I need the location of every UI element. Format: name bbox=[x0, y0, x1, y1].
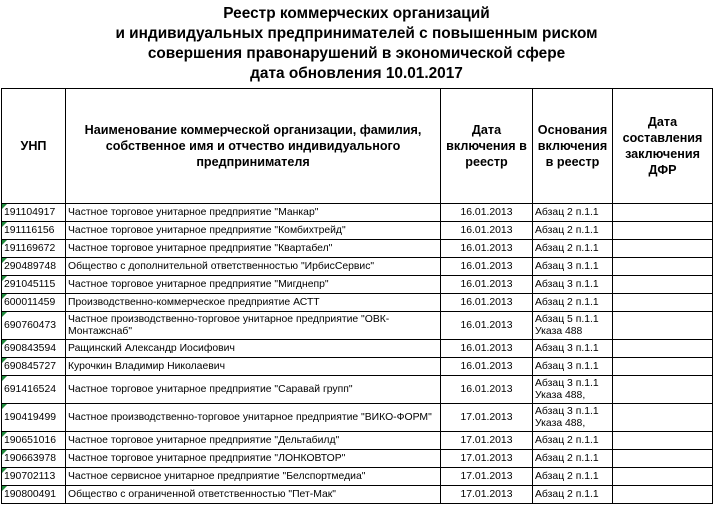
unp-cell: 191104917 bbox=[2, 204, 66, 222]
dfr-date-cell bbox=[613, 312, 713, 340]
table-header-row bbox=[2, 89, 713, 204]
table-row[interactable] bbox=[2, 258, 713, 276]
dfr-date-cell bbox=[613, 340, 713, 358]
date-included-cell: 16.01.2013 bbox=[441, 276, 533, 294]
basis-cell: Абзац 3 п.1.1 bbox=[533, 258, 613, 276]
column-header-date-included: Дата включения в реестр bbox=[441, 89, 533, 204]
date-included-cell: 17.01.2013 bbox=[441, 486, 533, 504]
date-included-cell: 16.01.2013 bbox=[441, 358, 533, 376]
unp-cell: 190419499 bbox=[2, 404, 66, 432]
page-title bbox=[0, 4, 713, 84]
unp-cell: 190702113 bbox=[2, 468, 66, 486]
unp-cell: 190800491 bbox=[2, 486, 66, 504]
date-included-cell: 16.01.2013 bbox=[441, 204, 533, 222]
name-cell: Производственно-коммерческое предприятие АСТТ bbox=[66, 294, 441, 312]
table-row[interactable] bbox=[2, 294, 713, 312]
date-included-cell: 16.01.2013 bbox=[441, 312, 533, 340]
date-included-cell: 16.01.2013 bbox=[441, 340, 533, 358]
table-row[interactable] bbox=[2, 468, 713, 486]
name-cell: Ращинский Александр Иосифович bbox=[66, 340, 441, 358]
unp-cell: 690845727 bbox=[2, 358, 66, 376]
unp-cell: 600011459 bbox=[2, 294, 66, 312]
table-row[interactable] bbox=[2, 358, 713, 376]
name-cell: Частное торговое унитарное предприятие "Манкар" bbox=[66, 204, 441, 222]
name-cell: Частное торговое унитарное предприятие "ЛОНКОВТОР" bbox=[66, 450, 441, 468]
table-row[interactable] bbox=[2, 376, 713, 404]
date-included-cell: 17.01.2013 bbox=[441, 468, 533, 486]
date-included-cell: 16.01.2013 bbox=[441, 376, 533, 404]
unp-cell: 690760473 bbox=[2, 312, 66, 340]
dfr-date-cell bbox=[613, 222, 713, 240]
unp-cell: 191169672 bbox=[2, 240, 66, 258]
name-cell: Частное торговое унитарное предприятие "Саравай групп" bbox=[66, 376, 441, 404]
basis-cell: Абзац 3 п.1.1 bbox=[533, 340, 613, 358]
basis-cell: Абзац 2 п.1.1 bbox=[533, 222, 613, 240]
basis-cell: Абзац 2 п.1.1 bbox=[533, 294, 613, 312]
unp-cell: 290489748 bbox=[2, 258, 66, 276]
table-row[interactable] bbox=[2, 404, 713, 432]
basis-cell: Абзац 3 п.1.1 Указа 488, bbox=[533, 376, 613, 404]
date-included-cell: 16.01.2013 bbox=[441, 294, 533, 312]
table-row[interactable] bbox=[2, 276, 713, 294]
dfr-date-cell bbox=[613, 404, 713, 432]
table-row[interactable] bbox=[2, 312, 713, 340]
basis-cell: Абзац 5 п.1.1 Указа 488 bbox=[533, 312, 613, 340]
name-cell: Частное торговое унитарное предприятие "Квартабел" bbox=[66, 240, 441, 258]
dfr-date-cell bbox=[613, 486, 713, 504]
name-cell: Общество с ограниченной ответственностью "Пет-Мак" bbox=[66, 486, 441, 504]
dfr-date-cell bbox=[613, 276, 713, 294]
name-cell: Частное торговое унитарное предприятие "Мигднепр" bbox=[66, 276, 441, 294]
table-row[interactable] bbox=[2, 240, 713, 258]
name-cell: Частное торговое унитарное предприятие "Дельтабилд" bbox=[66, 432, 441, 450]
name-cell: Частное сервисное унитарное предприятие "Белспортмедиа" bbox=[66, 468, 441, 486]
table-row[interactable] bbox=[2, 432, 713, 450]
title-line: совершения правонарушений в экономической сфере bbox=[147, 45, 566, 62]
basis-cell: Абзац 2 п.1.1 bbox=[533, 450, 613, 468]
dfr-date-cell bbox=[613, 358, 713, 376]
registry-table bbox=[1, 88, 713, 504]
table-row[interactable] bbox=[2, 340, 713, 358]
table-row[interactable] bbox=[2, 450, 713, 468]
date-included-cell: 16.01.2013 bbox=[441, 222, 533, 240]
dfr-date-cell bbox=[613, 240, 713, 258]
basis-cell: Абзац 3 п.1.1 Указа 488, bbox=[533, 404, 613, 432]
basis-cell: Абзац 2 п.1.1 bbox=[533, 204, 613, 222]
basis-cell: Абзац 3 п.1.1 bbox=[533, 358, 613, 376]
date-included-cell: 16.01.2013 bbox=[441, 240, 533, 258]
basis-cell: Абзац 2 п.1.1 bbox=[533, 432, 613, 450]
column-header-dfr-date: Дата составления заключения ДФР bbox=[613, 89, 713, 204]
dfr-date-cell bbox=[613, 258, 713, 276]
dfr-date-cell bbox=[613, 468, 713, 486]
dfr-date-cell bbox=[613, 450, 713, 468]
name-cell: Общество с дополнительной ответственностью "ИрбисСервис" bbox=[66, 258, 441, 276]
dfr-date-cell bbox=[613, 294, 713, 312]
name-cell: Частное производственно-торговое унитарное предприятие "ВИКО-ФОРМ" bbox=[66, 404, 441, 432]
table-row[interactable] bbox=[2, 486, 713, 504]
table-row[interactable] bbox=[2, 222, 713, 240]
unp-cell: 291045115 bbox=[2, 276, 66, 294]
name-cell: Частное производственно-торговое унитарное предприятие "ОВК-Монтажснаб" bbox=[66, 312, 441, 340]
title-line: и индивидуальных предпринимателей с повышенным риском bbox=[115, 25, 598, 42]
basis-cell: Абзац 2 п.1.1 bbox=[533, 486, 613, 504]
unp-cell: 190651016 bbox=[2, 432, 66, 450]
table-row[interactable] bbox=[2, 204, 713, 222]
column-header-unp: УНП bbox=[2, 89, 66, 204]
basis-cell: Абзац 2 п.1.1 bbox=[533, 240, 613, 258]
date-included-cell: 16.01.2013 bbox=[441, 258, 533, 276]
date-included-cell: 17.01.2013 bbox=[441, 404, 533, 432]
table-body bbox=[2, 204, 713, 504]
date-included-cell: 17.01.2013 bbox=[441, 432, 533, 450]
dfr-date-cell bbox=[613, 432, 713, 450]
dfr-date-cell bbox=[613, 204, 713, 222]
basis-cell: Абзац 3 п.1.1 bbox=[533, 276, 613, 294]
title-line: Реестр коммерческих организаций bbox=[223, 5, 490, 22]
unp-cell: 690843594 bbox=[2, 340, 66, 358]
dfr-date-cell bbox=[613, 376, 713, 404]
name-cell: Курочкин Владимир Николаевич bbox=[66, 358, 441, 376]
column-header-name: Наименование коммерческой организации, фамилия, собственное имя и отчество индивидуального предпринимателя bbox=[66, 89, 441, 204]
column-header-basis: Основания включения в реестр bbox=[533, 89, 613, 204]
name-cell: Частное торговое унитарное предприятие "Комбихтрейд" bbox=[66, 222, 441, 240]
unp-cell: 691416524 bbox=[2, 376, 66, 404]
unp-cell: 190663978 bbox=[2, 450, 66, 468]
date-included-cell: 17.01.2013 bbox=[441, 450, 533, 468]
unp-cell: 191116156 bbox=[2, 222, 66, 240]
title-update-date: дата обновления 10.01.2017 bbox=[250, 65, 463, 82]
basis-cell: Абзац 2 п.1.1 bbox=[533, 468, 613, 486]
